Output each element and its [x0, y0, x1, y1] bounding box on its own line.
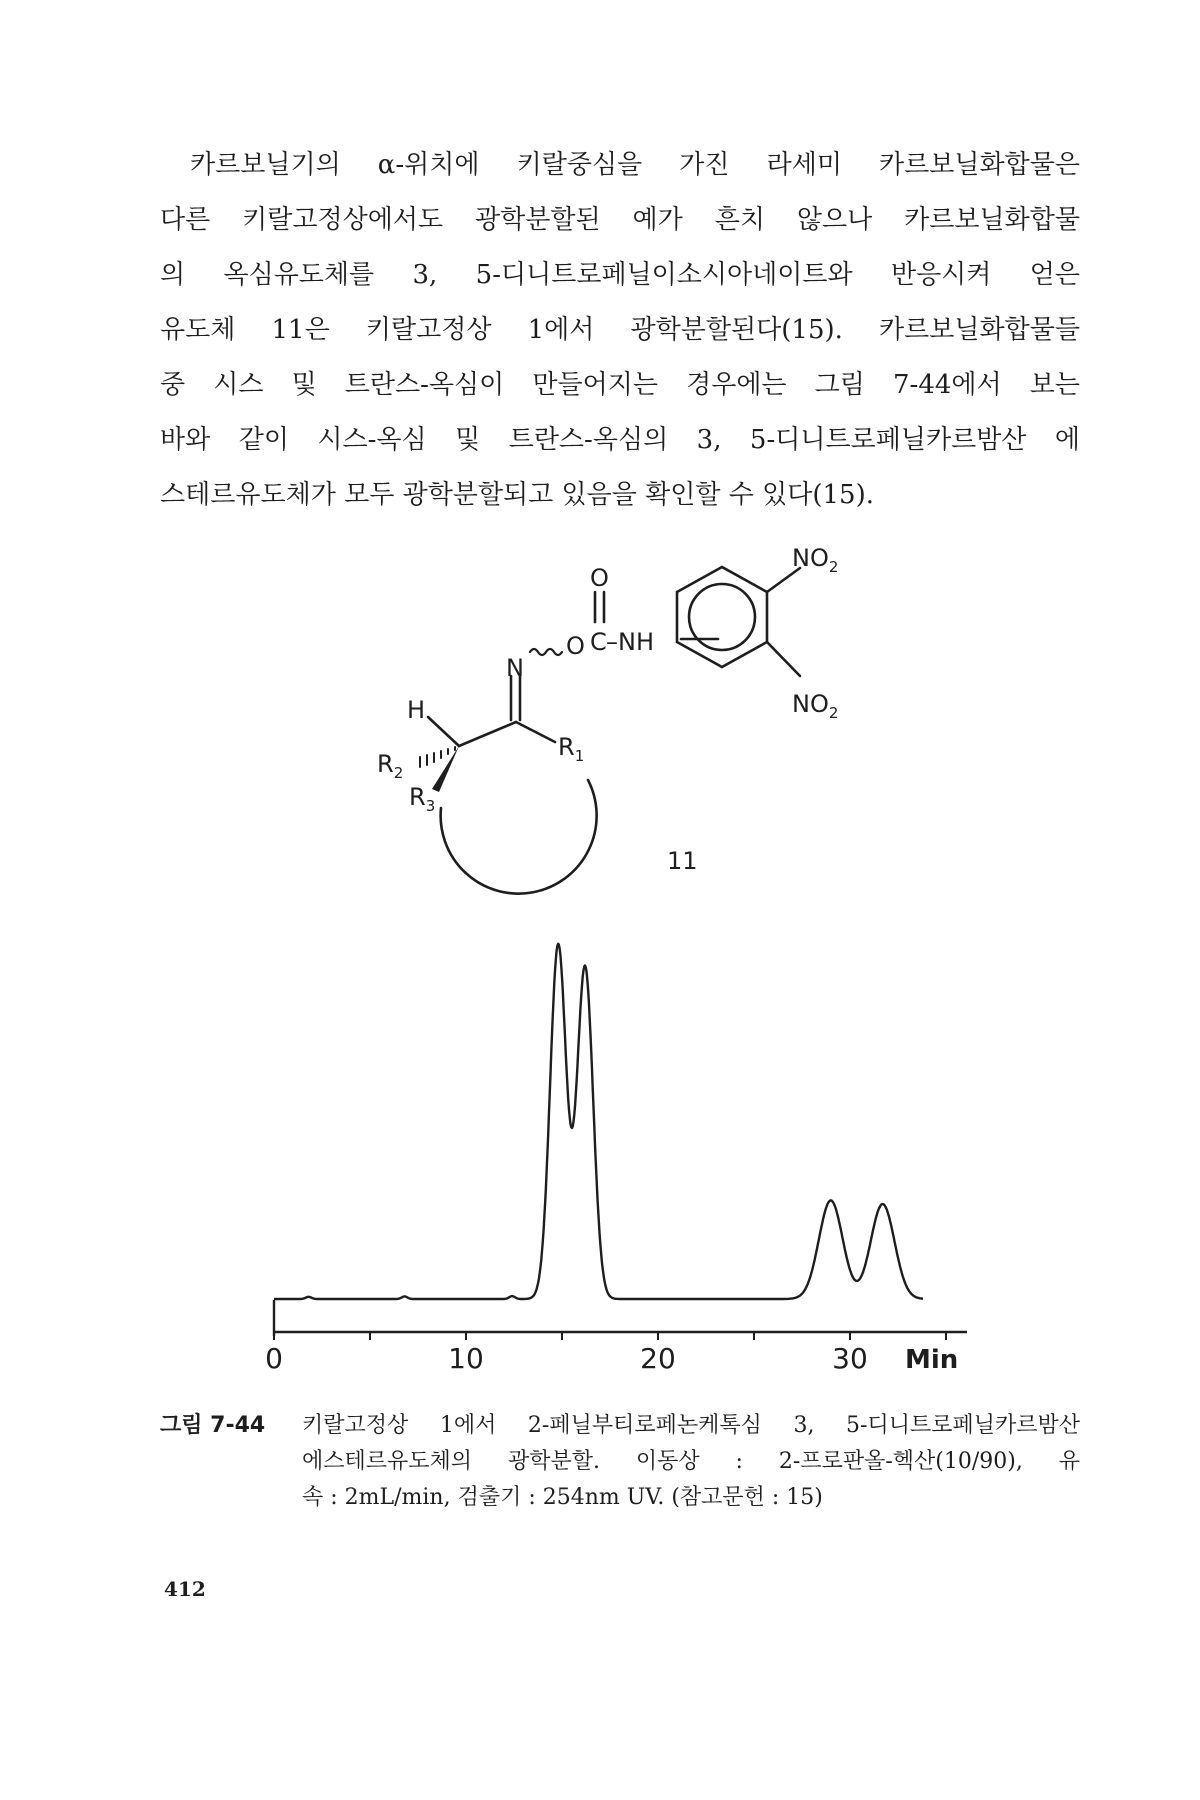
h-bond: [428, 717, 459, 746]
axis-tick-label: 0: [265, 1342, 283, 1375]
h-label: H: [407, 696, 426, 724]
axis-tick-label: 10: [448, 1342, 484, 1375]
chromatogram: [265, 943, 967, 1375]
no2-bottom-bond: [767, 642, 800, 676]
paragraph-line: 중 시스 및 트란스-옥심이 만들어지는 경우에는 그림 7-44에서 보는: [160, 370, 1080, 400]
caption-label: 그림 7-44: [160, 1413, 266, 1438]
r3-label: $R_3$: [409, 783, 436, 815]
paragraph-line: 스테르유도체가 모두 광학분할되고 있음을 확인할 수 있다(15).: [160, 480, 875, 510]
n-label: N: [506, 654, 524, 682]
axis-tick-labels: [265, 1342, 868, 1375]
no2-top-label: $NO_2$: [792, 544, 839, 576]
benzene-ring: [677, 567, 767, 667]
carbonyl-o-label: O: [590, 564, 609, 592]
r1-label: $R_1$: [558, 733, 585, 765]
c-label: C: [590, 628, 607, 656]
structure-labels: [377, 544, 838, 875]
paragraph-line: 유도체 11은 키랄고정상 1에서 광학분할된다(15). 카르보닐화합물들: [160, 315, 1080, 345]
figure-caption: [160, 1408, 1080, 1516]
x-axis-label: Min: [905, 1345, 959, 1375]
caption-line: 키랄고정상 1에서 2-페닐부티로페논케톡심 3, 5-디니트로페닐카르밤산: [302, 1413, 1080, 1438]
caption-body: [302, 1408, 1080, 1516]
paragraph-line: 바와 같이 시스-옥심 및 트란스-옥심의 3, 5-디니트로페닐카르밤산 에: [160, 425, 1080, 455]
page-number: 412: [164, 1577, 206, 1601]
paragraph-line: 카르보닐기의 α-위치에 키랄중심을 가진 라세미 카르보닐화합물은: [190, 150, 1080, 180]
chromatogram-trace: [274, 944, 923, 1299]
r2-label: $R_2$: [377, 750, 404, 782]
chemical-structure-11: [428, 567, 800, 894]
paragraph-line: 다른 키랄고정상에서도 광학분할된 예가 흔치 않으나 카르보닐화합물: [160, 205, 1080, 235]
nh-label: –NH: [606, 628, 654, 656]
no2-bottom-label: $NO_2$: [792, 690, 839, 722]
ring-bond-c-r1: [516, 722, 555, 742]
paragraph-line: 의 옥심유도체를 3, 5-디니트로페닐이소시아네이트와 반응시켜 얻은: [160, 260, 1080, 290]
wavy-bond: [530, 649, 562, 655]
axis-tick-label: 20: [640, 1342, 676, 1375]
wedge-bond-r3: [432, 746, 459, 792]
peak-markers: [556, 943, 884, 1206]
axis-tick-label: 30: [832, 1342, 868, 1375]
compound-number: 11: [667, 847, 698, 875]
ring-bond-c-stereocenter: [459, 722, 516, 746]
ring-arc: [441, 780, 597, 894]
caption-line: 에스테르유도체의 광학분할. 이동상 : 2-프로판올-헥산(10/90), 유: [302, 1449, 1080, 1474]
caption-line: 속 : 2mL/min, 검출기 : 254nm UV. (참고문헌 : 15): [302, 1485, 823, 1510]
ester-o-label: O: [566, 632, 585, 660]
